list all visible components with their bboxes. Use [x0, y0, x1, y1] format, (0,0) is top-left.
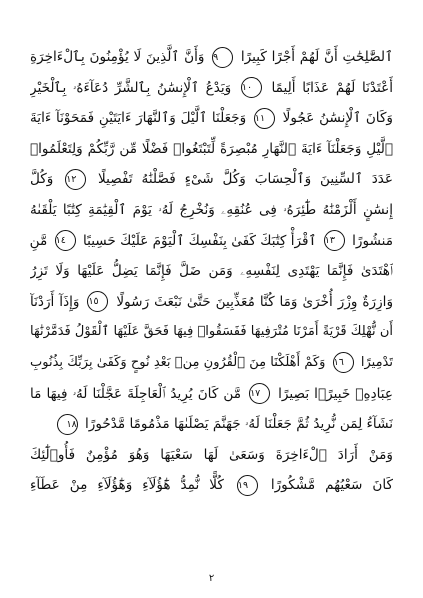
text-line: وَازِرَةٌ وِزْرَ أُخْرَىٰ وَمَا كُنَّا مُعَذِّبِينَ حَتَّىٰ نَبْعَثَ رَسُولًا ١٥ وَإِذَآ أَرَدْنَآ — [30, 287, 393, 318]
ayah-number-marker: ١٠ — [241, 77, 262, 98]
text-line: وَمَنْ أَرَادَ ٱلْءَاخِرَةَ وَسَعَىٰ لَهَا سَعْيَهَا وَهُوَ مُؤْمِنٌ فَأُو۟لَٰٓئِكَ — [30, 446, 393, 463]
text-line: تَدْمِيرًا ١٦ وَكَمْ أَهْلَكْنَا مِنَ ٱلْقُرُونِ مِنۢ بَعْدِ نُوحٍ وَكَفَىٰ بِرَبِّكَ بِذُنُوبِ — [30, 348, 393, 379]
text-line: ٱلصَّٰلِحَٰتِ أَنَّ لَهُمْ أَجْرًا كَبِيرًا ٩ وَأَنَّ ٱلَّذِينَ لَا يُؤْمِنُونَ بِٱلْءَاخِرَةِ — [30, 42, 393, 73]
ayah-number-marker: ١٣ — [324, 230, 345, 251]
text-line: عَدَدَ ٱلسِّنِينَ وَٱلْحِسَابَ وَكُلَّ شَىْءٍ فَصَّلْنَٰهُ تَفْصِيلًا ١٢ وَكُلَّ — [30, 164, 393, 195]
text-line: عِبَادِهِۦ خَبِيرًۢا بَصِيرًا ١٧ مَّن كَانَ يُرِيدُ ٱلْعَاجِلَةَ عَجَّلْنَا لَهُۥ فِيهَا مَا — [30, 379, 393, 410]
ayah-number-marker: ١٤ — [55, 230, 76, 251]
text-line: مَنشُورًا ١٣ ٱقْرَأْ كِتَٰبَكَ كَفَىٰ بِنَفْسِكَ ٱلْيَوْمَ عَلَيْكَ حَسِيبًا ١٤ مَّنِ — [30, 226, 393, 257]
ayah-number-marker: ١٥ — [87, 291, 108, 312]
text-line: أَعْتَدْنَا لَهُمْ عَذَابًا أَلِيمًا ١٠ وَيَدْعُ ٱلْإِنسَٰنُ بِٱلشَّرِّ دُعَآءَهُۥ بِٱلْخَيْرِ — [30, 73, 393, 104]
text-line: أَن نُّهْلِكَ قَرْيَةً أَمَرْنَا مُتْرَفِيهَا فَفَسَقُوا۟ فِيهَا فَحَقَّ عَلَيْهَا ٱلْقَوْلُ فَدَمَّرْنَٰهَا — [30, 324, 393, 340]
ayah-number-marker: ١٩ — [237, 475, 258, 496]
text-line: ٱهْتَدَىٰ فَإِنَّمَا يَهْتَدِى لِنَفْسِهِۦ وَمَن ضَلَّ فَإِنَّمَا يَضِلُّ عَلَيْهَا وَلَا تَزِرُ — [30, 263, 393, 280]
text-line: إِنسَٰنٍ أَلْزَمْنَٰهُ طَٰٓئِرَهُۥ فِى عُنُقِهِۦ وَنُخْرِجُ لَهُۥ يَوْمَ ٱلْقِيَٰمَةِ كِتَٰبًا يَلْقَىٰهُ — [30, 201, 393, 218]
ayah-number-marker: ١٦ — [333, 352, 354, 373]
ayah-number-marker: ١٨ — [57, 414, 78, 435]
text-line: ٱلَّيْلِ وَجَعَلْنَآ ءَايَةَ ٱلنَّهَارِ مُبْصِرَةً لِّتَبْتَغُوا۟ فَضْلًا مِّن رَّبِّكُمْ وَلِتَعْلَمُوا۟ — [30, 140, 393, 157]
ayah-number-marker: ٩ — [212, 47, 233, 68]
ayah-number-marker: ١١ — [254, 108, 275, 129]
ayah-number-marker: ١٢ — [65, 169, 86, 190]
text-line: نَشَآءُ لِمَن نُّرِيدُ ثُمَّ جَعَلْنَا لَهُۥ جَهَنَّمَ يَصْلَىٰهَا مَذْمُومًا مَّدْحُورًا ١٨ — [30, 409, 393, 440]
verse-text-block — [30, 42, 393, 501]
page-number: ٢ — [208, 573, 215, 584]
text-line: وَكَانَ ٱلْإِنسَٰنُ عَجُولًا ١١ وَجَعَلْنَا ٱلَّيْلَ وَٱلنَّهَارَ ءَايَتَيْنِ فَمَحَوْنَآ ءَايَةَ — [30, 103, 393, 134]
text-line: كَانَ سَعْيُهُم مَّشْكُورًا ١٩ كُلًّا نُّمِدُّ هَٰٓؤُلَآءِ وَهَٰٓؤُلَآءِ مِنْ عَطَآءِ — [30, 470, 393, 501]
ayah-number-marker: ١٧ — [249, 383, 270, 404]
